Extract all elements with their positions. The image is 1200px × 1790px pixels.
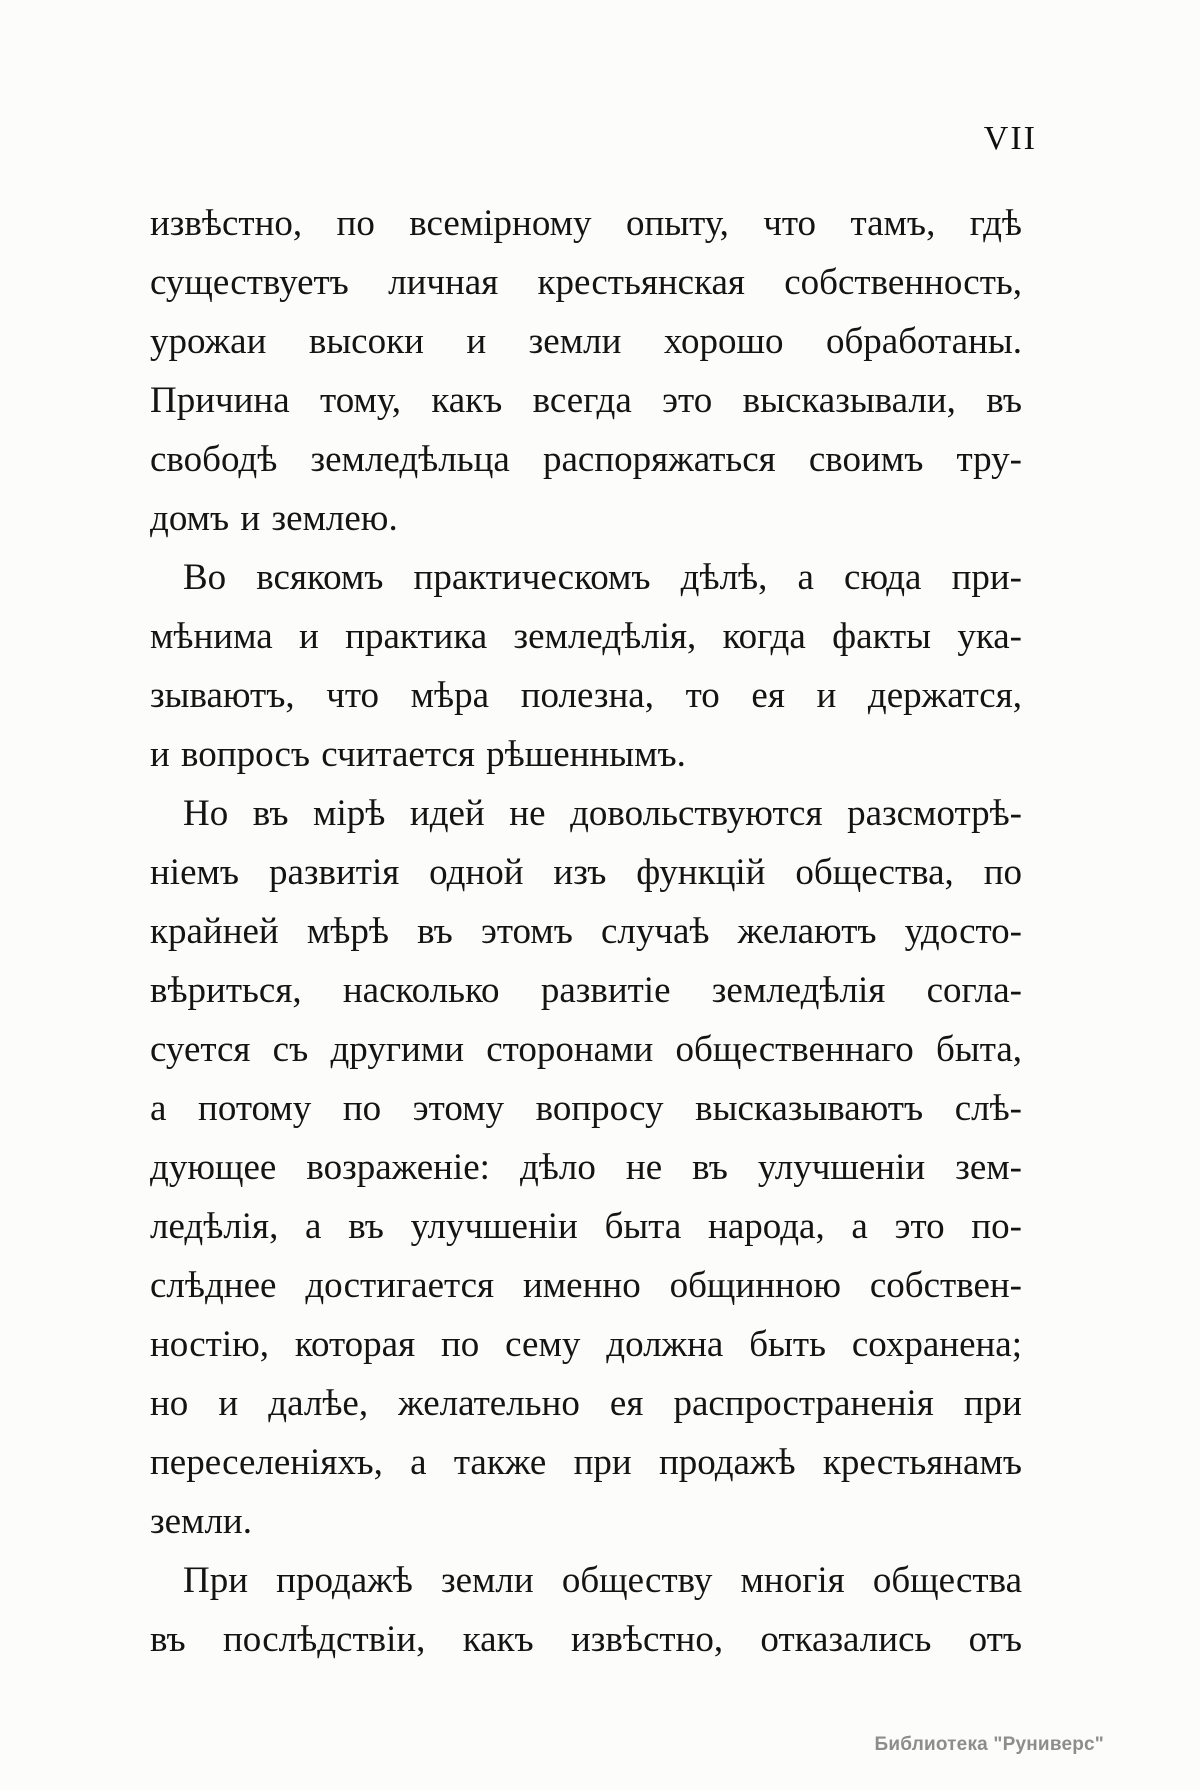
text-line: земли. <box>150 1501 252 1542</box>
text-line: мѣнима и практика земледѣлія, когда факты ука- <box>150 616 1022 657</box>
text-line: вѣриться, насколько развитіе земледѣлія согла- <box>150 970 1022 1011</box>
text-line: свободѣ земледѣльца распоряжаться своимъ тру- <box>150 439 1022 480</box>
body-text <box>150 194 1022 1669</box>
text-line: и вопросъ считается рѣшеннымъ. <box>150 734 686 775</box>
text-line: Но въ мірѣ идей не довольствуются разсмотрѣ- <box>183 793 1022 834</box>
text-line: При продажѣ земли обществу многія общества <box>183 1560 1022 1601</box>
runiverse-library-watermark: Библиотека "Руниверс" <box>874 1734 1104 1755</box>
text-line: извѣстно, по всемірному опыту, что тамъ, гдѣ <box>150 203 1022 244</box>
text-line: Во всякомъ практическомъ дѣлѣ, а сюда при- <box>183 557 1022 598</box>
text-line: слѣднее достигается именно общинною собствен- <box>150 1265 1022 1306</box>
text-line: существуетъ личная крестьянская собственность, <box>150 262 1022 303</box>
page-number: VII <box>983 120 1037 157</box>
text-line: Причина тому, какъ всегда это высказывали, въ <box>150 380 1022 421</box>
text-line: суется съ другими сторонами общественнаго быта, <box>150 1029 1022 1070</box>
text-line: урожаи высоки и земли хорошо обработаны. <box>150 321 1022 362</box>
text-line: а потому по этому вопросу высказываютъ слѣ- <box>150 1088 1022 1129</box>
text-line: переселеніяхъ, а также при продажѣ крестьянамъ <box>150 1442 1022 1483</box>
text-line: дующее возраженіе: дѣло не въ улучшеніи зем- <box>150 1147 1022 1188</box>
text-line: домъ и землею. <box>150 498 398 539</box>
text-line: ледѣлія, а въ улучшеніи быта народа, а это по- <box>150 1206 1022 1247</box>
text-line: ностію, которая по сему должна быть сохранена; <box>150 1324 1022 1365</box>
text-line: но и далѣе, желательно ея распространенія при <box>150 1383 1022 1424</box>
text-line: крайней мѣрѣ въ этомъ случаѣ желаютъ удосто- <box>150 911 1022 952</box>
text-line: въ послѣдствіи, какъ извѣстно, отказались отъ <box>150 1619 1022 1660</box>
text-line: зываютъ, что мѣра полезна, то ея и держатся, <box>150 675 1022 716</box>
text-line: ніемъ развитія одной изъ функцій общества, по <box>150 852 1022 893</box>
